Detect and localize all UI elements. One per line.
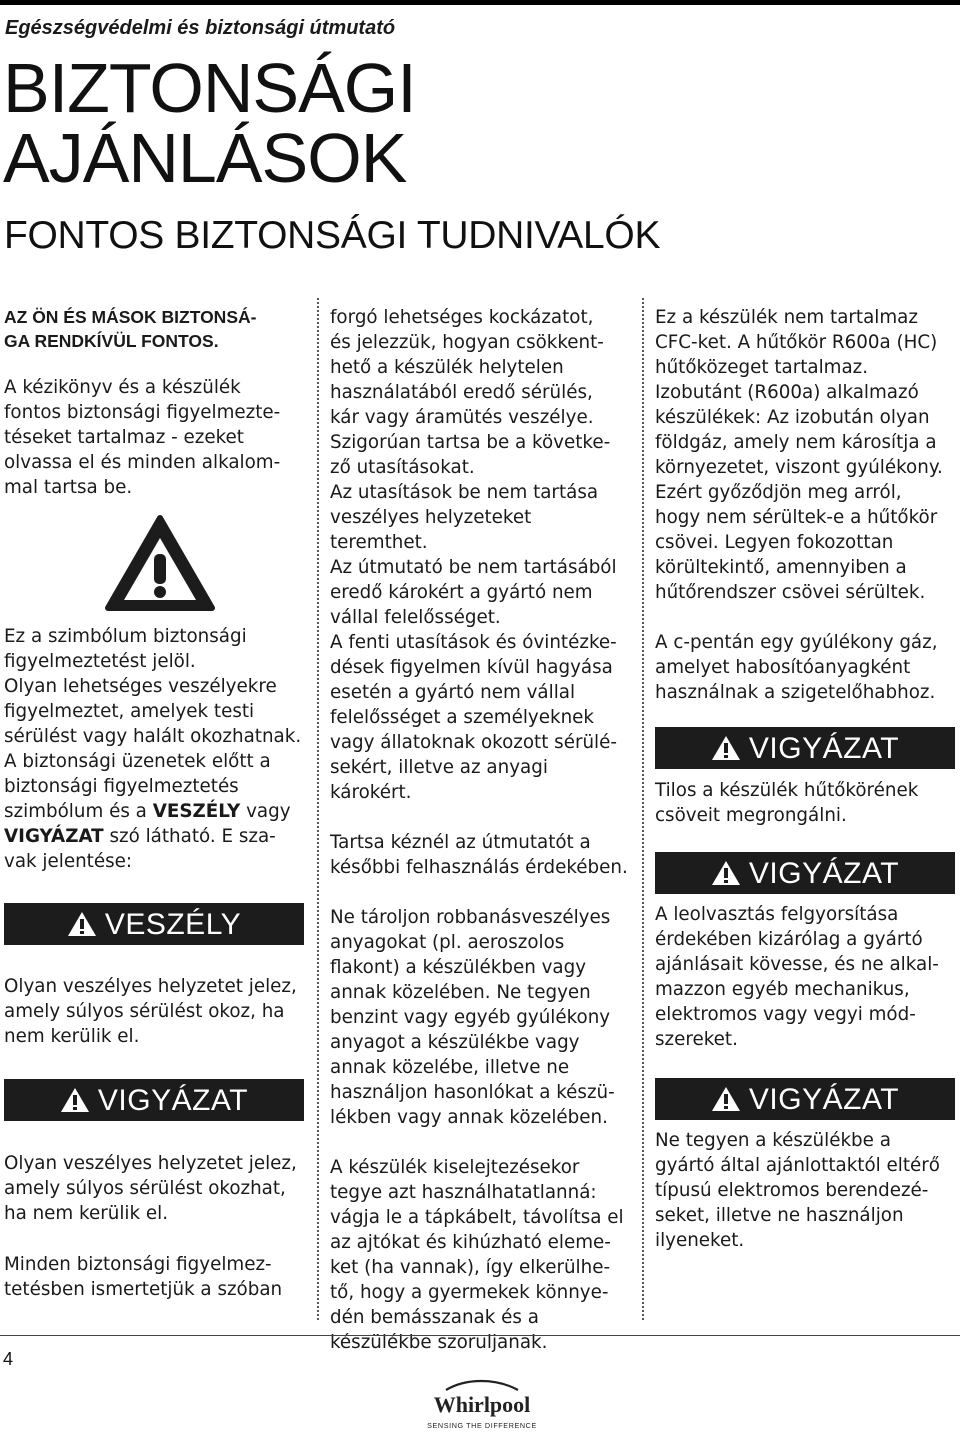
text-line: A fenti utasítások és óvintézke- xyxy=(330,632,617,653)
text-line: A biztonsági üzenetek előtt a xyxy=(4,751,271,772)
text-line: sekért, illetve az anyagi károkért. xyxy=(330,757,548,803)
keep-manual-paragraph xyxy=(330,830,630,880)
text-line: hűtőrendszer csövei sérültek. xyxy=(655,582,926,603)
svg-text:Whirlpool: Whirlpool xyxy=(433,1392,531,1417)
text-line: biztonsági figyelmeztetés xyxy=(4,776,239,797)
text-line: ket (ha vannak), így elkerülhe- xyxy=(330,1257,611,1278)
text-line: szereket. xyxy=(655,1029,738,1050)
text-line: anyagot a készülékbe vagy xyxy=(330,1032,580,1053)
column-1 xyxy=(4,305,304,1302)
lead-line: AZ ÖN ÉS MÁSOK BIZTONSÁ- xyxy=(4,307,257,327)
text-line: ha nem kerülik el. xyxy=(4,1203,169,1224)
text-line: dén bemásszanak és a xyxy=(330,1307,539,1328)
text-line: Ne tároljon robbanásveszélyes xyxy=(330,907,611,928)
text-line: ilyeneket. xyxy=(655,1230,745,1251)
caution-banner-label: VIGYÁZAT xyxy=(97,1083,249,1117)
caution-description xyxy=(4,1151,304,1226)
text-line: csövei. Legyen fokozottan xyxy=(655,532,894,553)
text-line: amely súlyos sérülést okoz, ha xyxy=(4,1001,285,1022)
text-line: Izobutánt (R600a) alkalmazó xyxy=(655,382,919,403)
column-divider-2 xyxy=(642,298,644,1320)
text-line: felelősséget a személyeknek xyxy=(330,707,594,728)
text-line: figyelmeztet, amelyek testi xyxy=(4,701,255,722)
caution-banner-label: VIGYÁZAT xyxy=(748,1082,900,1116)
danger-banner-label: VESZÉLY xyxy=(104,907,242,941)
text-line: sérülést vagy halált okozhatnak. xyxy=(4,726,302,747)
symbol-explanation xyxy=(4,624,304,874)
text-line: tegye azt használhatatlanná: xyxy=(330,1182,597,1203)
text-line: Tartsa kéznél az útmutatót a xyxy=(330,832,591,853)
text-line: esetén a gyártó nem vállal xyxy=(330,682,576,703)
text-line: Szigorúan tartsa be a követke- xyxy=(330,432,611,453)
text-line: amely súlyos sérülést okozhat, xyxy=(4,1178,286,1199)
explosives-paragraph xyxy=(330,905,630,1130)
text-line: ző utasításokat. xyxy=(330,457,475,478)
text-line: elektromos vagy vegyi mód- xyxy=(655,1004,916,1025)
text-line: használjon hasonlókat a készü- xyxy=(330,1082,615,1103)
text-line: A kézikönyv és a készülék xyxy=(4,377,241,398)
text-line: készülékbe szoruljanak. xyxy=(330,1332,548,1353)
text-line: A leolvasztás felgyorsítása xyxy=(655,904,899,925)
text-line: figyelmeztetést jelöl. xyxy=(4,651,196,672)
text-line: vagy állatoknak okozott sérülé- xyxy=(330,732,617,753)
defrost-warning xyxy=(655,902,955,1052)
text-line: használatából eredő sérülés, xyxy=(330,382,593,403)
text-line: eredő károkért a gyártó nem xyxy=(330,582,593,603)
refrigerant-paragraph xyxy=(655,305,955,605)
text-line: veszélyes helyzeteket teremthet. xyxy=(330,507,532,553)
text-line: Az útmutató be nem tartásából xyxy=(330,557,617,578)
column-divider-1 xyxy=(317,298,319,1320)
caution-banner-label: VIGYÁZAT xyxy=(748,731,900,765)
text-line: A c-pentán egy gyúlékony gáz, xyxy=(655,632,938,653)
text-line: mazzon egyéb mechanikus, xyxy=(655,979,910,1000)
intro-paragraph xyxy=(4,375,304,500)
text-line: amelyet habosítóanyagként xyxy=(655,657,911,678)
text-line: Olyan lehetséges veszélyekre xyxy=(4,676,277,697)
text-line: CFC-ket. A hűtőkör R600a (HC) xyxy=(655,332,938,353)
warning-triangle-icon xyxy=(711,1086,741,1112)
text-line: vállal felelősséget. xyxy=(330,607,501,628)
text-line: körültekintő, amennyiben a xyxy=(655,557,907,578)
document-subtitle: Egészségvédelmi és biztonsági útmutató xyxy=(5,17,396,39)
text-line: Olyan veszélyes helyzetet jelez, xyxy=(4,1153,297,1174)
closing-paragraph xyxy=(4,1252,304,1302)
text-line: Az utasítások be nem tartása xyxy=(330,482,599,503)
text-line: földgáz, amely nem károsítja a xyxy=(655,432,937,453)
text-line: annak közelében. Ne tegyen xyxy=(330,982,591,1003)
page-number: 4 xyxy=(3,1349,14,1369)
text-line: anyagokat (pl. aeroszolos xyxy=(330,932,565,953)
caution-banner xyxy=(655,727,955,769)
lead-line: GA RENDKÍVÜL FONTOS. xyxy=(4,331,219,351)
text-line: érdekében kizárólag a gyártó xyxy=(655,929,923,950)
warning-triangle-icon xyxy=(60,1087,90,1113)
text-line: seket, illetve ne használjon xyxy=(655,1205,904,1226)
cooling-pipes-warning xyxy=(655,778,955,828)
warning-triangle-icon xyxy=(104,514,216,612)
text-line: Ezért győződjön meg arról, xyxy=(655,482,902,503)
text-line: és jelezzük, hogyan csökkent- xyxy=(330,332,604,353)
text-line: ajánlásait kövesse, és ne alkal- xyxy=(655,954,939,975)
text-line: fontos biztonsági figyelmezte- xyxy=(4,402,281,423)
text-line: vak jelentése: xyxy=(4,851,133,872)
warning-triangle-icon xyxy=(711,860,741,886)
section-title: FONTOS BIZTONSÁGI TUDNIVALÓK xyxy=(4,214,661,257)
warning-triangle-icon xyxy=(711,735,741,761)
text-line: annak közelébe, illetve ne xyxy=(330,1057,570,1078)
text-line: flakont) a készülékben vagy xyxy=(330,957,587,978)
caution-banner xyxy=(655,1078,955,1120)
text-line: vágja le a tápkábelt, távolítsa el xyxy=(330,1207,624,1228)
text-line: hogy nem sérültek-e a hűtőkör xyxy=(655,507,938,528)
text-line: Olyan veszélyes helyzetet jelez, xyxy=(4,976,297,997)
footer-rule xyxy=(0,1335,960,1336)
text-line: Tilos a készülék hűtőkörének xyxy=(655,780,919,801)
danger-keyword: VESZÉLY xyxy=(152,801,241,822)
svg-text:SENSING THE DIFFERENCE: SENSING THE DIFFERENCE xyxy=(427,1421,537,1430)
danger-description xyxy=(4,974,304,1049)
warning-triangle-icon xyxy=(67,911,97,937)
text-line: téseket tartalmaz - ezeket xyxy=(4,427,244,448)
electrical-devices-warning xyxy=(655,1128,955,1253)
text-line: kár vagy áramütés veszélye. xyxy=(330,407,594,428)
text-line: tetésben ismertetjük a szóban xyxy=(4,1279,283,1300)
text-line: olvassa el és minden alkalom- xyxy=(4,452,281,473)
text-line: tő, hogy a gyermekek könnye- xyxy=(330,1282,609,1303)
text-fragment: vagy xyxy=(240,801,291,822)
whirlpool-logo xyxy=(426,1376,538,1432)
text-line: készülékek: Az izobután olyan xyxy=(655,407,930,428)
text-fragment: szimbólum és a xyxy=(4,801,153,822)
danger-banner xyxy=(4,903,304,945)
text-line: mal tartsa be. xyxy=(4,477,133,498)
text-line: benzint vagy egyéb gyúlékony xyxy=(330,1007,611,1028)
page-title-line-1: BIZTONSÁGI xyxy=(3,49,416,127)
text-line: hűtőközeget tartalmaz. xyxy=(655,357,869,378)
text-line: lékben vagy annak közelében. xyxy=(330,1107,608,1128)
text-line: forgó lehetséges kockázatot, xyxy=(330,307,594,328)
text-line: típusú elektromos berendezé- xyxy=(655,1180,929,1201)
text-line: A készülék kiselejtezésekor xyxy=(330,1157,580,1178)
text-line: nem kerülik el. xyxy=(4,1026,140,1047)
text-line: az ajtókat és kihúzható eleme- xyxy=(330,1232,611,1253)
caution-banner-label: VIGYÁZAT xyxy=(748,856,900,890)
text-line: környezetet, viszont gyúlékony. xyxy=(655,457,943,478)
text-line: gyártó által ajánlottaktól eltérő xyxy=(655,1155,940,1176)
page-title-line-2: AJÁNLÁSOK xyxy=(3,119,407,197)
caution-banner xyxy=(655,852,955,894)
disposal-paragraph xyxy=(330,1155,630,1355)
caution-keyword: VIGYÁZAT xyxy=(4,826,104,847)
text-fragment: szó látható. E sza- xyxy=(103,826,276,847)
liability-paragraph xyxy=(330,305,630,805)
c-pentane-paragraph xyxy=(655,630,955,705)
text-line: hető a készülék helytelen xyxy=(330,357,564,378)
text-line: használnak a szigetelőhabhoz. xyxy=(655,682,936,703)
text-line: későbbi felhasználás érdekében. xyxy=(330,857,628,878)
top-rule xyxy=(0,0,960,5)
page-title xyxy=(3,49,416,197)
text-line: dések figyelmen kívül hagyása xyxy=(330,657,613,678)
text-line: Ne tegyen a készülékbe a xyxy=(655,1130,891,1151)
text-line: Ez a szimbólum biztonsági xyxy=(4,626,247,647)
text-line: Minden biztonsági figyelmez- xyxy=(4,1254,272,1275)
column-3 xyxy=(655,305,955,1253)
text-line: Ez a készülék nem tartalmaz xyxy=(655,307,918,328)
caution-banner xyxy=(4,1079,304,1121)
lead-heading xyxy=(4,305,304,353)
column-2 xyxy=(330,305,630,1355)
text-line: csöveit megrongálni. xyxy=(655,805,847,826)
